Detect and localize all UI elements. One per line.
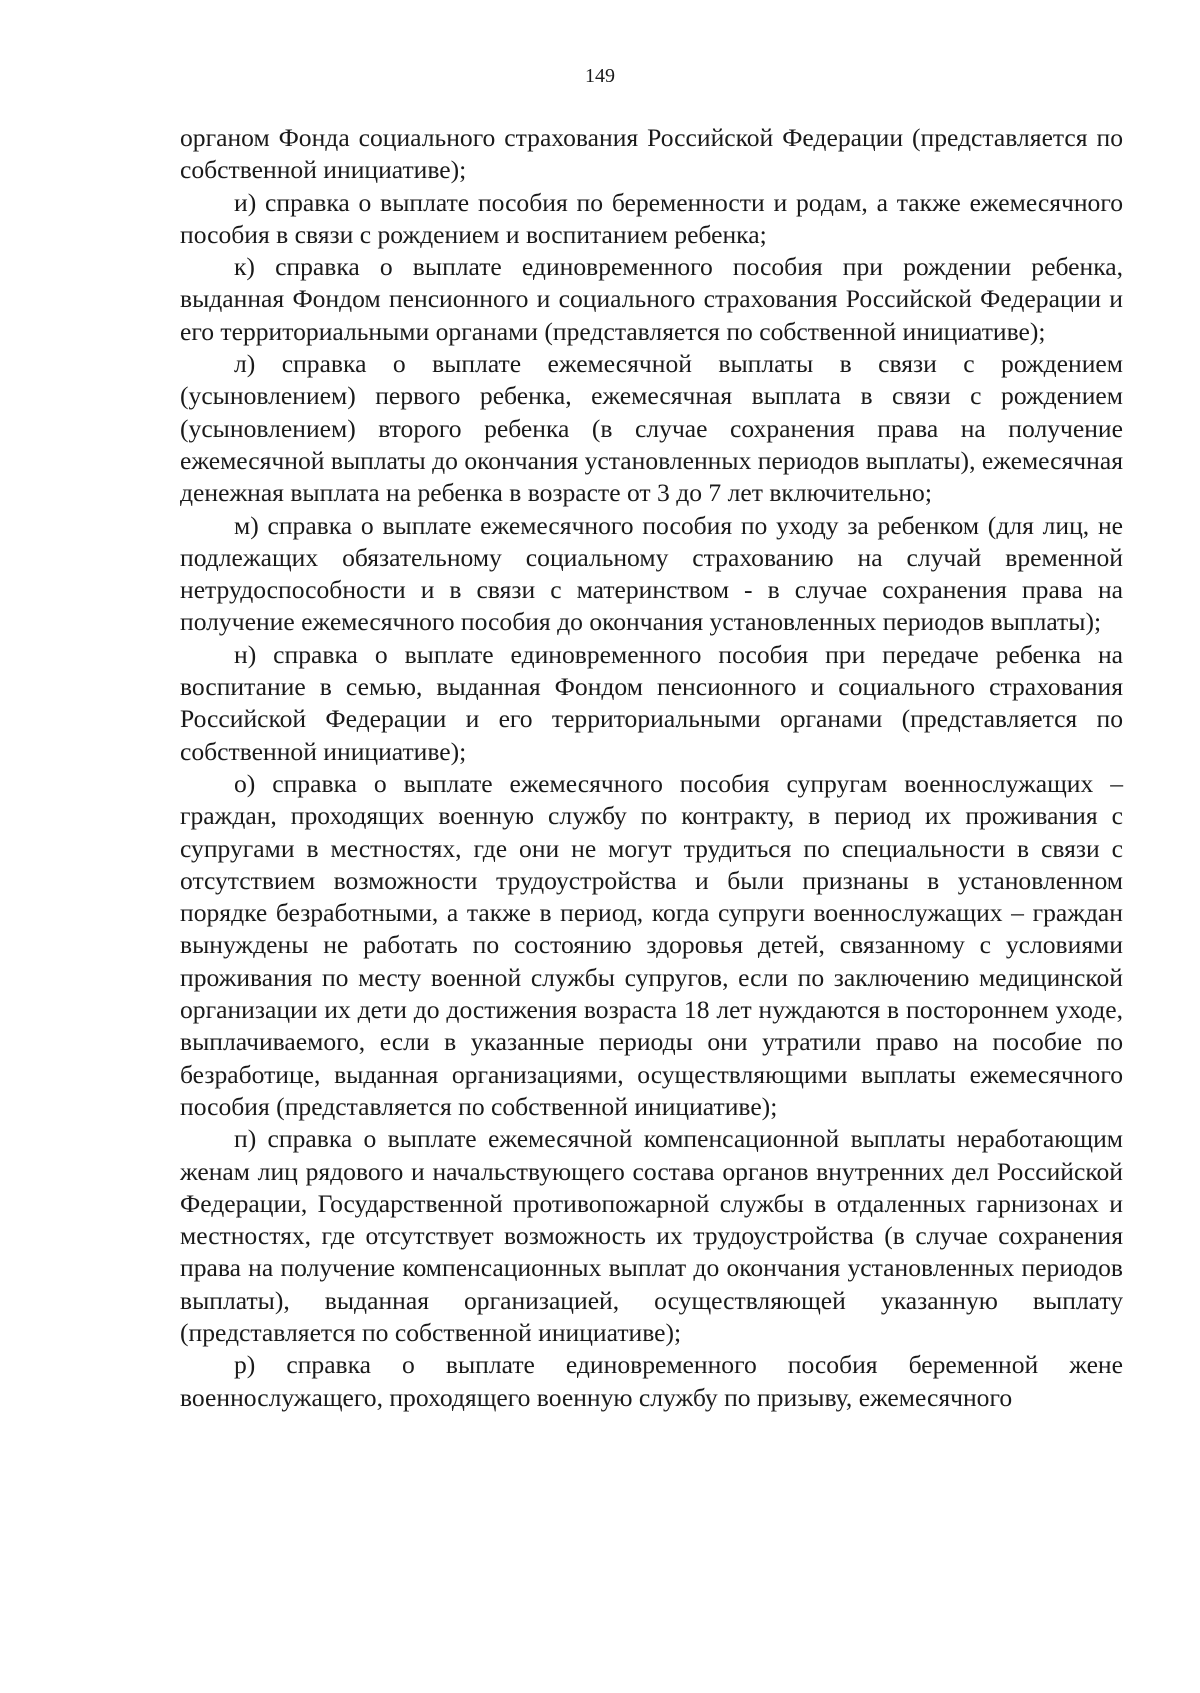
paragraph-continuation: органом Фонда социального страхования Российской Федерации (представляется по собственной инициативе); bbox=[180, 123, 1123, 185]
page-number: 149 bbox=[585, 65, 615, 87]
paragraph-item-r: р) справка о выплате единовременного пособия беременной жене военнослужащего, проходящего военную службу по призыву, ежемесячного bbox=[180, 1350, 1123, 1412]
paragraph-item-l: л) справка о выплате ежемесячной выплаты в связи с рождением (усыновлением) первого ребенка, ежемесячная выплата в связи с рождением (усыновлением) второго ребенка (в случае сохранения права на получение ежемесячной выплаты до окончания установленных периодов выплаты), ежемесячная денежная выплата на ребенка в возрасте от 3 до 7 лет включительно; bbox=[180, 349, 1123, 508]
paragraph-item-n: н) справка о выплате единовременного пособия при передаче ребенка на воспитание в семью, выданная Фондом пенсионного и социального страхования Российской Федерации и его территориальными органами (представляется по собственной инициативе); bbox=[180, 639, 1123, 766]
paragraph-item-m: м) справка о выплате ежемесячного пособия по уходу за ребенком (для лиц, не подлежащих обязательному социальному страхованию на случай временной нетрудоспособности и в связи с материнством - в случае сохранения права на получение ежемесячного пособия до окончания установленных периодов выплаты); bbox=[180, 510, 1123, 637]
document-body bbox=[180, 122, 1123, 1414]
paragraph-item-i: и) справка о выплате пособия по беременности и родам, а также ежемесячного пособия в связи с рождением и воспитанием ребенка; bbox=[180, 187, 1123, 249]
paragraph-item-o: о) справка о выплате ежемесячного пособия супругам военнослужащих – граждан, проходящих военную службу по контракту, в период их проживания с супругами в местностях, где они не могут трудиться по специальности в связи с отсутствием возможности трудоустройства и были признаны в установленном порядке безработными, а также в период, когда супруги военнослужащих – граждан вынуждены не работать по состоянию здоровья детей, связанному с условиями проживания по месту военной службы супругов, если по заключению медицинской организации их дети до достижения возраста 18 лет нуждаются в постороннем уходе, выплачиваемого, если в указанные периоды они утратили право на пособие по безработице, выданная организациями, осуществляющими выплаты ежемесячного пособия (представляется по собственной инициативе); bbox=[180, 768, 1123, 1121]
paragraph-item-k: к) справка о выплате единовременного пособия при рождении ребенка, выданная Фондом пенсионного и социального страхования Российской Федерации и его территориальными органами (представляется по собственной инициативе); bbox=[180, 252, 1123, 346]
paragraph-item-p: п) справка о выплате ежемесячной компенсационной выплаты неработающим женам лиц рядового и начальствующего состава органов внутренних дел Российской Федерации, Государственной противопожарной службы в отдаленных гарнизонах и местностях, где отсутствует возможность их трудоустройства (в случае сохранения права на получение компенсационных выплат до окончания установленных периодов выплаты), выданная организацией, осуществляющей указанную выплату (представляется по собственной инициативе); bbox=[180, 1124, 1123, 1347]
